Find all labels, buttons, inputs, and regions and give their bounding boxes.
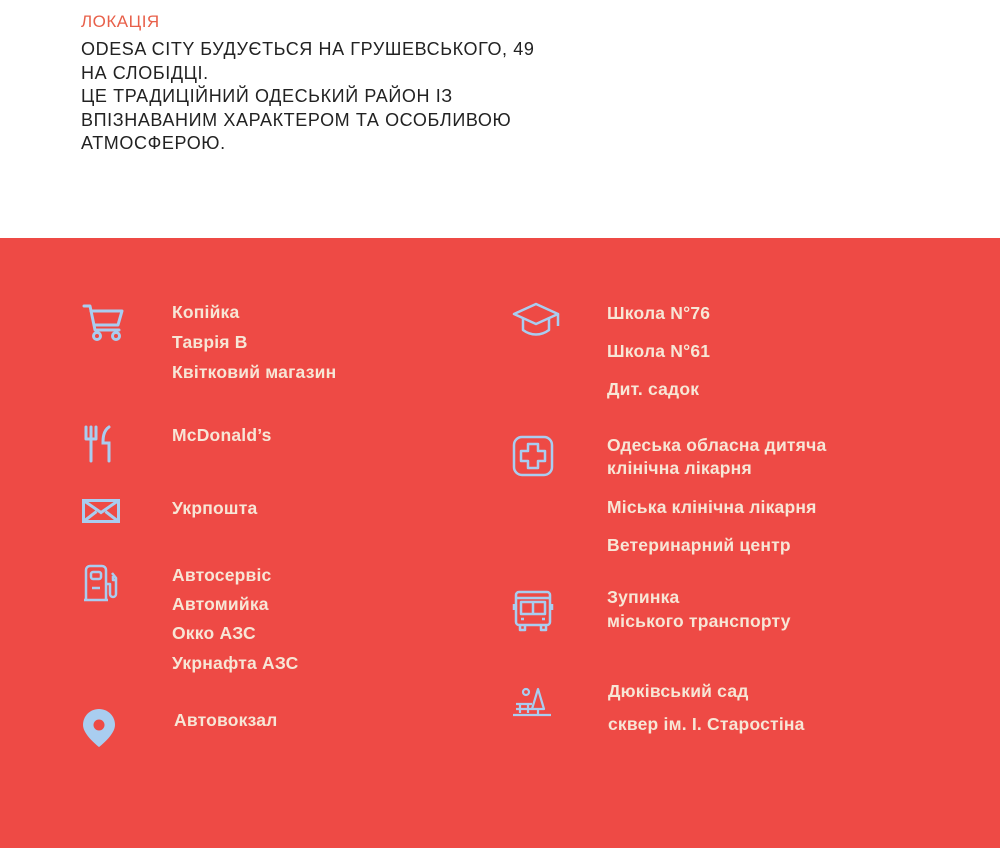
description-line: НА СЛОБІДЦІ. bbox=[81, 62, 209, 83]
list-item: Одеська обласна дитяча bbox=[607, 435, 827, 455]
list-item: Дюківський сад bbox=[608, 681, 749, 701]
list-item: Укрнафта АЗС bbox=[172, 653, 299, 673]
list-item: міського транспорту bbox=[607, 611, 791, 631]
list-item: Таврія В bbox=[172, 332, 248, 352]
envelope-icon bbox=[82, 499, 120, 523]
graduation-cap-icon bbox=[512, 302, 562, 338]
list-item: Ветеринарний центр bbox=[607, 535, 791, 555]
list-item: Квітковий магазин bbox=[172, 362, 337, 382]
list-item: Автомийка bbox=[172, 594, 269, 614]
list-item: McDonald’s bbox=[172, 425, 272, 445]
list-item: Окко АЗС bbox=[172, 623, 256, 643]
list-item: Автосервіс bbox=[172, 565, 272, 585]
list-item: сквер ім. І. Старостіна bbox=[608, 714, 805, 734]
list-item: Укрпошта bbox=[172, 498, 258, 518]
cart-icon bbox=[82, 303, 126, 343]
park-icon bbox=[512, 686, 552, 718]
fork-knife-icon bbox=[83, 425, 113, 463]
location-description bbox=[81, 38, 534, 156]
list-item: Зупинка bbox=[607, 587, 680, 607]
bus-icon bbox=[512, 590, 554, 632]
description-line: ODESA CITY БУДУЄТЬСЯ НА ГРУШЕВСЬКОГО, 49 bbox=[81, 39, 535, 59]
list-item: Міська клінічна лікарня bbox=[607, 497, 817, 517]
description-line: ЦЕ ТРАДИЦІЙНИЙ ОДЕСЬКИЙ РАЙОН ІЗ bbox=[81, 86, 453, 106]
map-pin-icon bbox=[82, 708, 116, 748]
list-item: Копійка bbox=[172, 302, 240, 322]
fuel-pump-icon bbox=[83, 564, 121, 602]
list-item: Школа N°76 bbox=[607, 303, 711, 323]
infrastructure-section bbox=[0, 238, 1000, 848]
list-item: Школа N°61 bbox=[607, 341, 711, 361]
description-line: АТМОСФЕРОЮ. bbox=[81, 133, 226, 153]
section-label: ЛОКАЦІЯ bbox=[81, 12, 160, 31]
location-intro bbox=[81, 10, 534, 156]
list-item: Дит. садок bbox=[607, 379, 700, 399]
list-item: клінічна лікарня bbox=[607, 458, 752, 478]
medical-cross-icon bbox=[512, 435, 554, 477]
description-line: ВПІЗНАВАНИМ ХАРАКТЕРОМ ТА ОСОБЛИВОЮ bbox=[81, 109, 512, 130]
list-item: Автовокзал bbox=[174, 710, 278, 730]
